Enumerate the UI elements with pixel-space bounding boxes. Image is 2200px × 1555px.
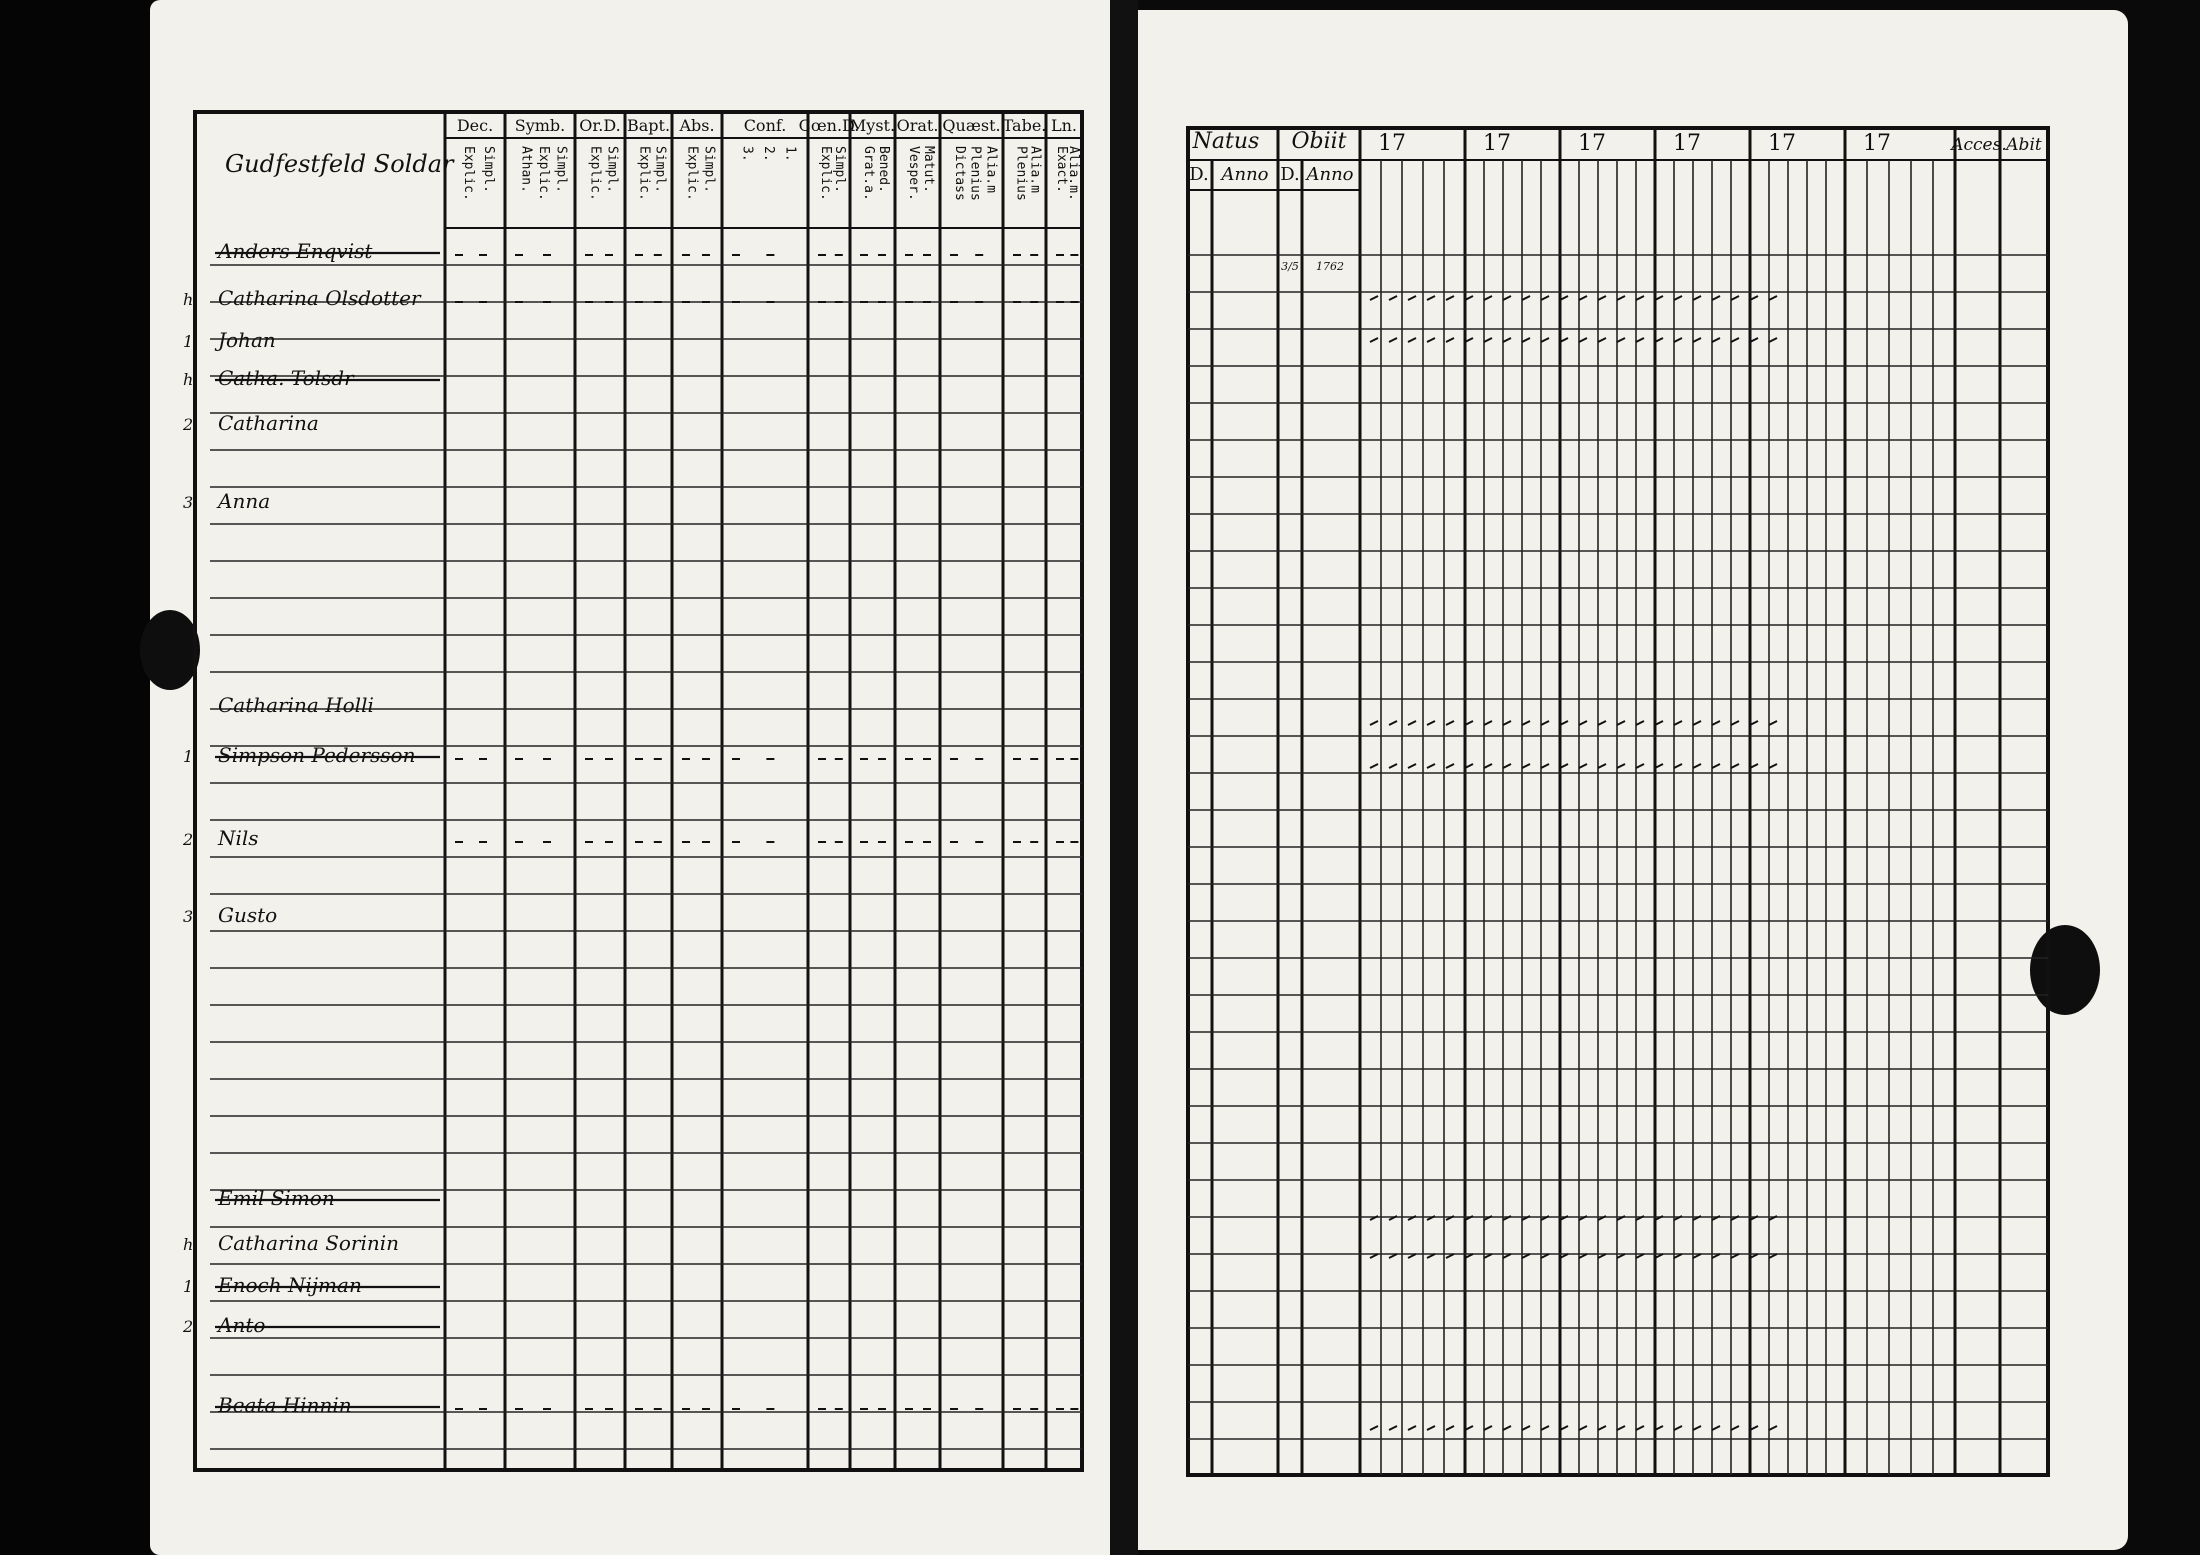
attendance-mark [1389, 338, 1397, 342]
year-header: 17 [1483, 131, 1511, 156]
right-frame [1188, 128, 2048, 1475]
column-subheader: Explic. [684, 146, 700, 201]
attendance-mark [1408, 721, 1416, 725]
attendance-mark [1674, 338, 1682, 342]
attendance-mark [1427, 338, 1435, 342]
column-header: Symb. [514, 116, 566, 135]
attendance-mark [1370, 1426, 1378, 1430]
entry-name: Enoch Nijman [218, 1273, 362, 1297]
column-subheader: Plenius [967, 146, 983, 201]
attendance-mark [1389, 296, 1397, 300]
attendance-mark [1579, 721, 1587, 725]
attendance-mark [1484, 338, 1492, 342]
entry-mark: 1. [183, 1277, 199, 1296]
attendance-mark [1674, 1426, 1682, 1430]
attendance-mark [1370, 721, 1378, 725]
entry-mark: h. [183, 1235, 199, 1254]
attendance-mark [1636, 764, 1644, 768]
attendance-mark [1598, 764, 1606, 768]
attendance-mark [1598, 296, 1606, 300]
entry-name: Anders Enqvist [218, 239, 373, 263]
column-header: Or.D. [579, 116, 621, 135]
entry-name: Catharina Olsdotter [218, 286, 421, 310]
entry-name: Emil Simon [218, 1186, 335, 1210]
column-subheader: Alia.m [1027, 146, 1043, 193]
entry-name: Catharina Holli [218, 693, 374, 717]
attendance-mark [1541, 1426, 1549, 1430]
attendance-mark [1408, 296, 1416, 300]
attendance-mark [1769, 338, 1777, 342]
attendance-mark [1769, 1426, 1777, 1430]
attendance-mark [1731, 764, 1739, 768]
attendance-mark [1503, 296, 1511, 300]
entry-name: Catharina Sorinin [218, 1231, 400, 1255]
attendance-mark [1712, 764, 1720, 768]
attendance-mark [1446, 338, 1454, 342]
attendance-mark [1712, 721, 1720, 725]
column-subheader: Simpl. [652, 146, 668, 193]
attendance-mark [1617, 1426, 1625, 1430]
column-subheader: Simpl. [832, 146, 847, 193]
attendance-mark [1579, 338, 1587, 342]
attendance-mark [1389, 764, 1397, 768]
attendance-marks [1370, 296, 1777, 1430]
attendance-mark [1617, 721, 1625, 725]
attendance-mark [1598, 1426, 1606, 1430]
entry-name: Anna [218, 489, 271, 513]
attendance-mark [1389, 721, 1397, 725]
column-subheader: Simpl. [701, 146, 717, 193]
year-headers [1378, 131, 1891, 156]
column-header: Myst. [849, 116, 896, 135]
attendance-mark [1769, 721, 1777, 725]
entry-name: Catha. Tolsdr [218, 366, 354, 390]
attendance-mark [1617, 296, 1625, 300]
attendance-mark [1617, 764, 1625, 768]
attendance-mark [1769, 764, 1777, 768]
attendance-mark [1370, 338, 1378, 342]
column-subheader: Simpl. [553, 146, 569, 193]
entry-mark: 2. [183, 415, 199, 434]
attendance-mark [1636, 721, 1644, 725]
year-header: 17 [1863, 131, 1891, 156]
entry-name: Anto [218, 1313, 266, 1337]
natus-header: Natus [1192, 129, 1260, 154]
column-subheader: Explic. [818, 146, 833, 201]
attendance-mark [1636, 296, 1644, 300]
column-subheader: Grat.a. [861, 146, 876, 201]
column-subheader: Alia.m [983, 146, 999, 193]
entry-mark: h. [183, 290, 199, 309]
attendance-mark [1522, 764, 1530, 768]
attendance-mark [1446, 721, 1454, 725]
column-header: Bapt. [626, 116, 671, 135]
attendance-mark [1693, 296, 1701, 300]
column-header: Abs. [679, 116, 715, 135]
attendance-mark [1389, 1426, 1397, 1430]
attendance-mark [1522, 338, 1530, 342]
entry-name: Nils [218, 826, 259, 850]
attendance-mark [1731, 296, 1739, 300]
attendance-mark [1712, 1426, 1720, 1430]
attendance-mark [1408, 764, 1416, 768]
accessit-header: Acces. [1951, 135, 2007, 155]
column-header: Conf. [743, 116, 787, 135]
attendance-mark [1484, 764, 1492, 768]
column-header: Ln. [1050, 116, 1078, 135]
obiit-header: Obiit [1291, 129, 1347, 154]
natus-day-label: D. [1189, 164, 1209, 185]
column-subheader: Plenius [1013, 146, 1029, 201]
column-subheader: 3. [739, 146, 755, 162]
year-header: 17 [1768, 131, 1796, 156]
attendance-mark [1731, 721, 1739, 725]
attendance-mark [1636, 338, 1644, 342]
attendance-mark [1598, 721, 1606, 725]
attendance-mark [1541, 764, 1549, 768]
column-subheader: Simpl. [481, 146, 496, 193]
entry-mark: 3. [183, 907, 199, 926]
attendance-mark [1731, 1426, 1739, 1430]
column-header: Cœn.D. [798, 116, 860, 135]
attendance-mark [1693, 764, 1701, 768]
attendance-mark [1522, 721, 1530, 725]
column-header: Dec. [456, 116, 494, 135]
attendance-mark [1408, 338, 1416, 342]
column-subheader: Explic. [461, 146, 476, 201]
attendance-mark [1446, 296, 1454, 300]
column-subheader: Matut. [921, 146, 936, 193]
column-subheader: Vesper. [906, 146, 921, 201]
column-subheader: 1. [782, 146, 798, 162]
attendance-mark [1522, 1426, 1530, 1430]
attendance-mark [1674, 296, 1682, 300]
attendance-mark [1503, 721, 1511, 725]
column-subheader: Explic. [636, 146, 652, 201]
attendance-mark [1484, 296, 1492, 300]
attendance-mark [1598, 338, 1606, 342]
attendance-mark [1712, 296, 1720, 300]
column-header: Tabe. [1002, 116, 1047, 135]
attendance-mark [1769, 296, 1777, 300]
attendance-mark [1503, 764, 1511, 768]
attendance-mark [1484, 1426, 1492, 1430]
column-subheader: Athan. [518, 146, 534, 193]
attendance-mark [1674, 764, 1682, 768]
attendance-mark [1579, 296, 1587, 300]
column-subheader: Exact. [1054, 146, 1069, 193]
column-header: Orat. [896, 116, 939, 135]
attendance-mark [1693, 1426, 1701, 1430]
left-grid [195, 112, 1082, 1470]
column-subheader: Explic. [536, 146, 551, 201]
attendance-mark [1427, 296, 1435, 300]
left-frame [195, 112, 1082, 1470]
attendance-mark [1370, 764, 1378, 768]
attendance-mark [1446, 1426, 1454, 1430]
birth-day-value: 3/5 [1281, 260, 1299, 273]
attendance-mark [1503, 338, 1511, 342]
entry-name: Gusto [218, 903, 278, 927]
attendance-mark [1522, 296, 1530, 300]
entry-mark: 3. [183, 493, 199, 512]
obiit-anno-label: Anno [1306, 164, 1354, 185]
entry-mark: 2. [183, 830, 199, 849]
attendance-mark [1446, 764, 1454, 768]
entry-name: Johan [218, 328, 276, 352]
attendance-mark [1579, 1426, 1587, 1430]
column-header: Quæst. [942, 116, 1001, 135]
year-header: 17 [1673, 131, 1701, 156]
attendance-mark [1541, 338, 1549, 342]
attendance-mark [1693, 338, 1701, 342]
right-grid [1188, 128, 2048, 1475]
natus-anno-label: Anno [1221, 164, 1269, 185]
attendance-mark [1636, 1426, 1644, 1430]
attendance-mark [1731, 338, 1739, 342]
attendance-mark [1541, 721, 1549, 725]
attendance-mark [1427, 764, 1435, 768]
column-subheader: Alia.m. [1066, 146, 1081, 201]
year-header: 17 [1378, 131, 1406, 156]
entry-name: Beata Hinnin [218, 1393, 352, 1417]
left-entries [182, 239, 1078, 1417]
attendance-mark [1427, 721, 1435, 725]
column-subheader: Simpl. [604, 146, 620, 193]
attendance-mark [1408, 1426, 1416, 1430]
entry-mark: 2. [183, 1317, 199, 1336]
attendance-mark [1617, 338, 1625, 342]
left-column-headers [457, 116, 1081, 201]
column-subheader: Bened. [876, 146, 891, 193]
attendance-mark [1427, 1426, 1435, 1430]
column-subheader: Explic. [587, 146, 603, 201]
birth-year-value: 1762 [1316, 260, 1344, 273]
attendance-mark [1712, 338, 1720, 342]
attendance-mark [1503, 1426, 1511, 1430]
attendance-mark [1693, 721, 1701, 725]
entry-name: Catharina [218, 411, 319, 435]
year-header: 17 [1578, 131, 1606, 156]
entry-name: Simpson Pedersson [218, 743, 416, 767]
column-subheader: Dictass [951, 146, 967, 201]
attendance-mark [1370, 296, 1378, 300]
entry-mark: 1. [183, 332, 199, 351]
attendance-mark [1541, 296, 1549, 300]
abiit-header: Abit [2006, 135, 2042, 155]
attendance-mark [1674, 721, 1682, 725]
attendance-mark [1579, 764, 1587, 768]
column-subheader: 2. [761, 146, 776, 162]
entry-mark: 1. [183, 747, 199, 766]
obiit-day-label: D. [1280, 164, 1300, 185]
owner-label: Gudfestfeld Soldar [225, 150, 454, 178]
entry-mark: h. [183, 370, 199, 389]
attendance-mark [1484, 721, 1492, 725]
